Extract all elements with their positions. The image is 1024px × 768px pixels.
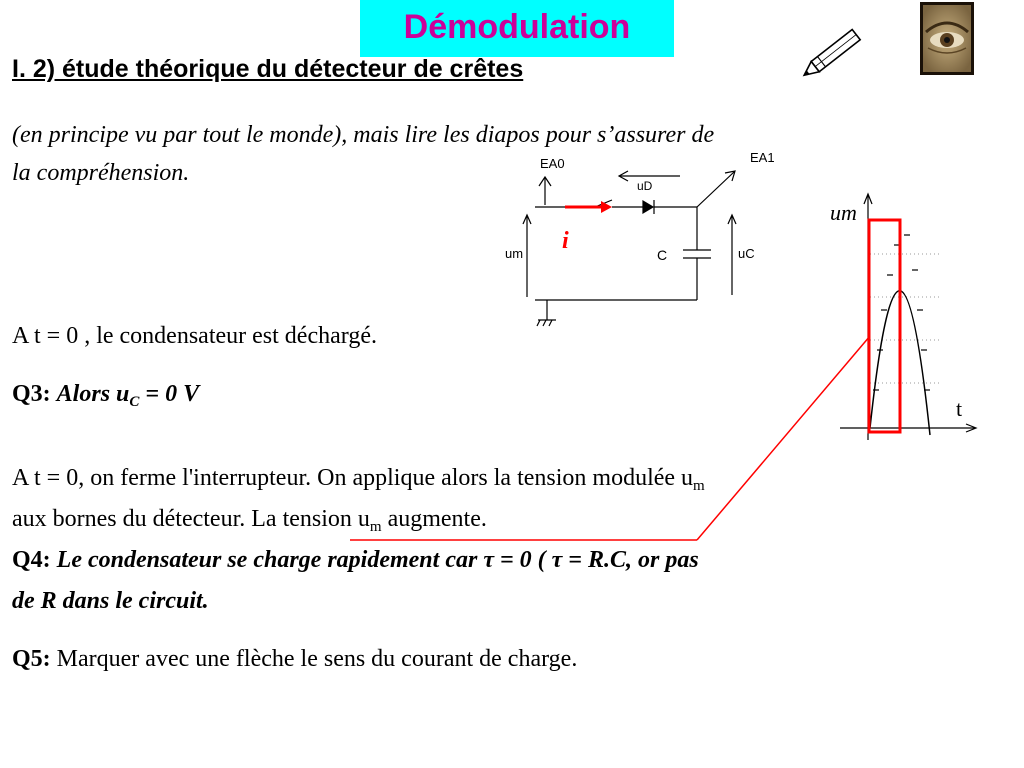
q3-text-b: = 0 V [139, 381, 200, 407]
q5-text: Marquer avec une flèche le sens du courant de charge. [50, 646, 578, 672]
paragraph-line-1-text: A t = 0, on ferme l'interrupteur. On applique alors la tension modulée u [12, 465, 694, 491]
q4-line-2: de R dans le circuit. [12, 588, 209, 614]
q4-text-c: = R.C, or pas [562, 547, 699, 573]
ea0-label: EA0 [540, 156, 565, 171]
intro-line-1: (en principe vu par tout le monde), mais lire les diapos pour s’assurer de [12, 122, 715, 148]
q4-tau-2: τ [551, 547, 563, 573]
t0-statement: A t = 0 , le condensateur est déchargé. [12, 323, 377, 349]
q5-label: Q5: [12, 646, 51, 672]
um-circuit-label: um [505, 246, 524, 261]
intro-line-2: la compréhension. [12, 160, 190, 186]
paragraph-line-2-sub: m [369, 519, 382, 535]
paragraph-line-1-sub: m [693, 478, 705, 494]
q3-sub: C [129, 394, 140, 410]
q4-tau-1: τ [483, 547, 494, 573]
q4-label: Q4: [12, 547, 51, 573]
annotation-connector [697, 336, 870, 540]
current-label: i [562, 228, 569, 254]
ud-label: uD [637, 179, 653, 193]
paragraph-line-2-end: augmente. [381, 506, 487, 532]
graph-um-label: um [830, 200, 857, 225]
q3-text-a: Alors u [56, 381, 130, 407]
uc-circuit-label: uC [738, 246, 755, 261]
q3-label: Q3: [12, 381, 51, 407]
graph-t-label: t [956, 396, 963, 421]
q4-text-b: = 0 ( [493, 547, 552, 573]
capacitor-label: C [657, 247, 668, 263]
section-heading: I. 2) étude théorique du détecteur de crêtes [12, 55, 524, 83]
paragraph-line-2-text: aux bornes du détecteur. La tension u [12, 506, 370, 532]
page-title: Démodulation [403, 8, 631, 46]
q4-text-a: Le condensateur se charge rapidement car [56, 547, 484, 573]
ea1-label: EA1 [750, 150, 775, 165]
